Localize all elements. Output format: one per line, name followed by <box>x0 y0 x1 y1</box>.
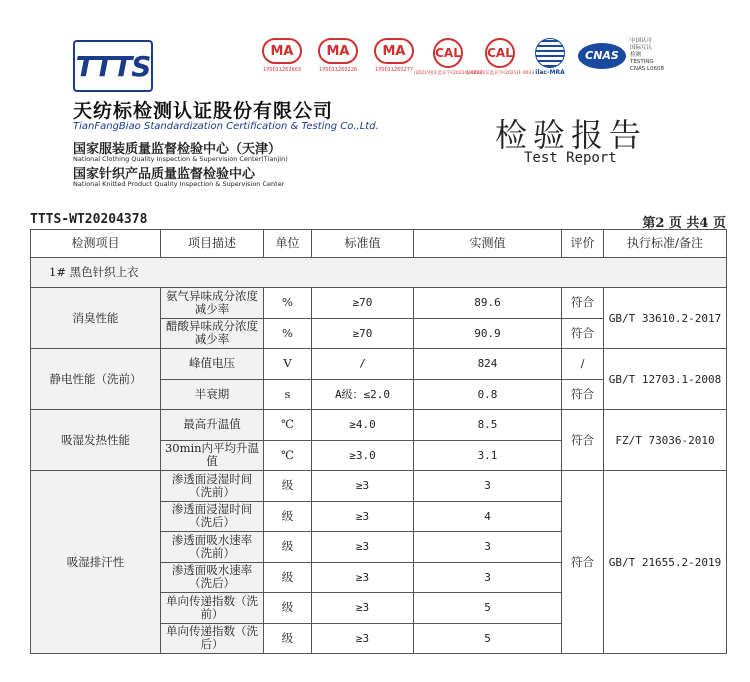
item-cell: 静电性能（洗前） <box>31 349 161 410</box>
std-cell: ≥3 <box>312 501 414 532</box>
unit-cell: s <box>264 379 312 410</box>
unit-cell: 级 <box>264 593 312 624</box>
unit-cell: 级 <box>264 501 312 532</box>
std-cell: ≥3.0 <box>312 440 414 471</box>
eval-cell: 符合 <box>562 318 604 349</box>
unit-cell: % <box>264 318 312 349</box>
header-eval: 评价 <box>562 230 604 258</box>
unit-cell: 级 <box>264 532 312 563</box>
header-value: 实测值 <box>414 230 562 258</box>
clothing-center-en: National Clothing Quality Inspection & Supervision Center(Tianjin) <box>73 155 288 163</box>
value-cell: 90.9 <box>414 318 562 349</box>
value-cell: 5 <box>414 623 562 654</box>
value-cell: 89.6 <box>414 288 562 319</box>
ttts-logo: TTTS <box>73 40 153 92</box>
value-cell: 0.8 <box>414 379 562 410</box>
item-cell: 吸湿发热性能 <box>31 410 161 471</box>
value-cell: 3 <box>414 471 562 502</box>
desc-cell: 单向传递指数（洗前） <box>161 593 264 624</box>
standard-cell: GB/T 21655.2-2019 <box>604 471 727 654</box>
std-cell: / <box>312 349 414 380</box>
unit-cell: % <box>264 288 312 319</box>
knitted-center-cn: 国家针织产品质量监督检验中心 <box>73 167 256 182</box>
cnas-mark: CNAS 中国认可 国际互认 检测 TESTING CNAS L0608 <box>578 38 664 73</box>
desc-cell: 半衰期 <box>161 379 264 410</box>
page-number: 第2 页 共4 页 <box>642 216 726 231</box>
unit-cell: 级 <box>264 623 312 654</box>
std-cell: ≥70 <box>312 318 414 349</box>
table-row <box>31 349 727 380</box>
company-name-cn: 天纺标检测认证股份有限公司 <box>73 100 334 122</box>
value-cell: 5 <box>414 593 562 624</box>
desc-cell: 30min内平均升温值 <box>161 440 264 471</box>
certification-marks <box>258 38 664 78</box>
section-title: 1# 黑色针织上衣 <box>31 258 727 288</box>
desc-cell: 氨气异味成分浓度减少率 <box>161 288 264 319</box>
item-cell: 吸湿排汗性 <box>31 471 161 654</box>
std-cell: A级：≤2.0 <box>312 379 414 410</box>
cal-mark-2: CAL (2021)国认监认字(2021)1-0033 <box>478 38 522 76</box>
value-cell: 3 <box>414 532 562 563</box>
cnas-text: 中国认可 国际互认 检测 TESTING CNAS L0608 <box>630 38 665 72</box>
report-title-en: Test Report <box>524 150 617 166</box>
item-cell: 消臭性能 <box>31 288 161 349</box>
eval-cell: 符合 <box>562 288 604 319</box>
clothing-center-cn: 国家服装质量监督检验中心（天津） <box>73 142 282 157</box>
std-cell: ≥3 <box>312 623 414 654</box>
desc-cell: 最高升温值 <box>161 410 264 441</box>
standard-cell: GB/T 12703.1-2008 <box>604 349 727 410</box>
cma-mark-3: MA 170011260277 <box>370 38 418 73</box>
header-item: 检测项目 <box>31 230 161 258</box>
desc-cell: 渗透面吸水速率（洗前） <box>161 532 264 563</box>
standard-cell: FZ/T 73036-2010 <box>604 410 727 471</box>
desc-cell: 醋酸异味成分浓度减少率 <box>161 318 264 349</box>
unit-cell: ℃ <box>264 440 312 471</box>
desc-cell: 渗透面吸水速率（洗后） <box>161 562 264 593</box>
std-cell: ≥4.0 <box>312 410 414 441</box>
eval-cell: / <box>562 349 604 380</box>
header-desc: 项目描述 <box>161 230 264 258</box>
std-cell: ≥3 <box>312 562 414 593</box>
eval-cell: 符合 <box>562 379 604 410</box>
report-number: TTTS-WT20204378 <box>30 212 148 227</box>
table-row <box>31 471 727 502</box>
ilac-mra-mark: ilac-MRA <box>530 38 570 78</box>
unit-cell: 级 <box>264 471 312 502</box>
std-cell: ≥3 <box>312 532 414 563</box>
knitted-center-en: National Knitted Product Quality Inspection & Supervision Center <box>73 180 285 188</box>
report-title-cn: 检验报告 <box>495 116 648 154</box>
cma-mark-2: MA 170011260226 <box>314 38 362 73</box>
value-cell: 824 <box>414 349 562 380</box>
value-cell: 4 <box>414 501 562 532</box>
table-row <box>31 410 727 441</box>
desc-cell: 渗透面浸湿时间（洗后） <box>161 501 264 532</box>
section-row <box>31 258 727 288</box>
std-cell: ≥3 <box>312 593 414 624</box>
std-cell: ≥70 <box>312 288 414 319</box>
header-std: 标准值 <box>312 230 414 258</box>
unit-cell: V <box>264 349 312 380</box>
eval-cell: 符合 <box>562 410 604 471</box>
header-unit: 单位 <box>264 230 312 258</box>
desc-cell: 峰值电压 <box>161 349 264 380</box>
cal-mark-1: CAL (2021)国认监认字(2021)1-0032 <box>426 38 470 76</box>
value-cell: 3 <box>414 562 562 593</box>
company-name-en: TianFangBiao Standardization Certification & Testing Co.,Ltd. <box>73 121 379 132</box>
unit-cell: 级 <box>264 562 312 593</box>
table-header-row <box>31 230 727 258</box>
table-row <box>31 288 727 319</box>
value-cell: 3.1 <box>414 440 562 471</box>
cma-mark-1: MA 170011263663 <box>258 38 306 73</box>
eval-cell: 符合 <box>562 471 604 654</box>
std-cell: ≥3 <box>312 471 414 502</box>
desc-cell: 渗透面浸湿时间（洗前） <box>161 471 264 502</box>
header-standard: 执行标准/备注 <box>604 230 727 258</box>
test-results-table <box>30 229 727 654</box>
value-cell: 8.5 <box>414 410 562 441</box>
standard-cell: GB/T 33610.2-2017 <box>604 288 727 349</box>
unit-cell: ℃ <box>264 410 312 441</box>
globe-icon <box>535 38 565 68</box>
desc-cell: 单向传递指数（洗后） <box>161 623 264 654</box>
